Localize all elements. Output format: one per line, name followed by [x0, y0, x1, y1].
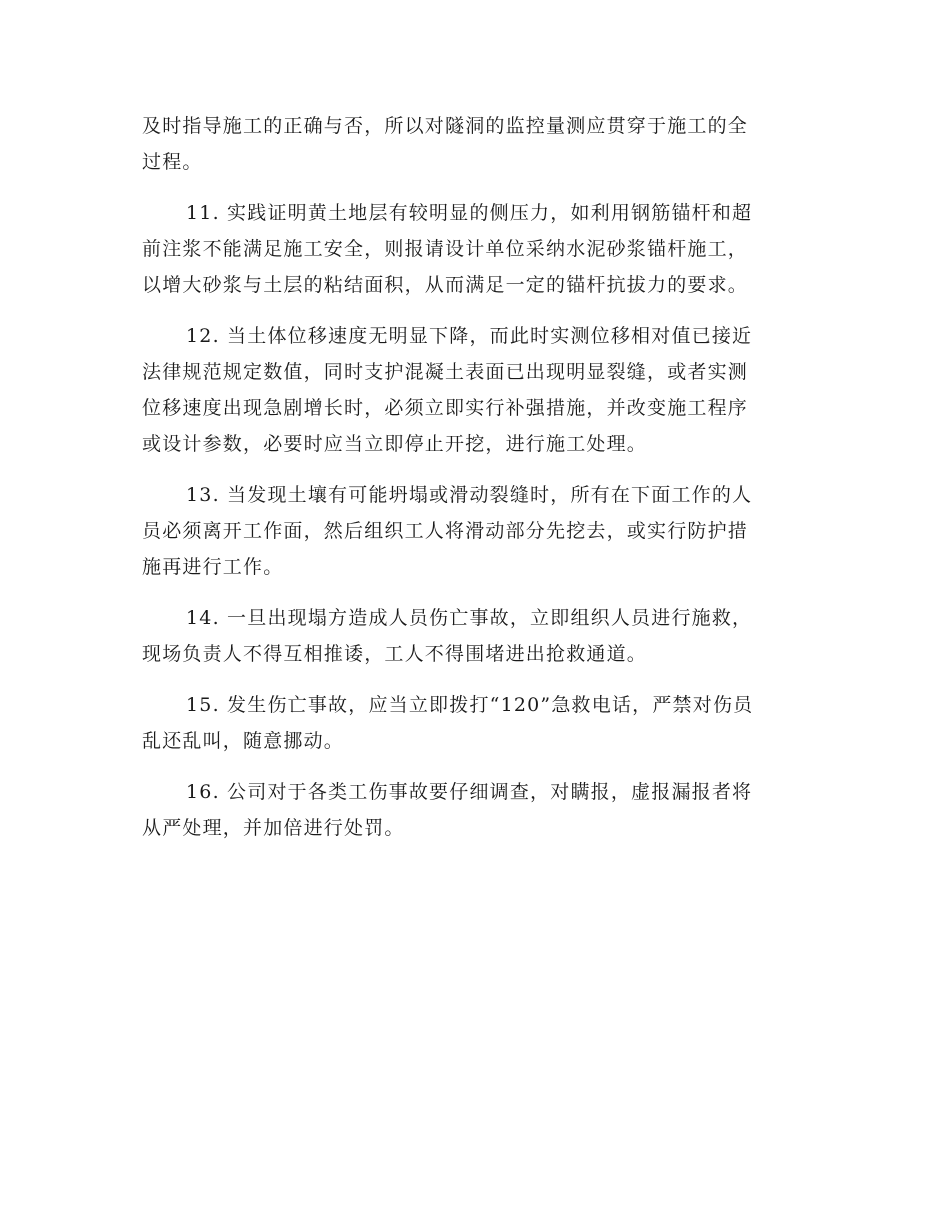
paragraph-continuation	[142, 108, 807, 180]
text-line: 乱还乱叫，随意挪动。	[142, 730, 345, 752]
text-line: 16. 公司对于各类工伤事故要仔细调查，对瞒报，虚报漏报者将	[186, 781, 753, 803]
paragraph-item-16	[142, 774, 807, 846]
text-line: 15. 发生伤亡事故，应当立即拨打“120”急救电话，严禁对伤员	[186, 694, 754, 716]
paragraph-item-13	[142, 477, 807, 585]
text-line: 前注浆不能满足施工安全，则报请设计单位采纳水泥砂浆锚杆施工，	[142, 238, 749, 260]
text-line: 法律规范规定数值，同时支护混凝土表面已出现明显裂缝，或者实测	[142, 361, 749, 383]
text-line: 12. 当土体位移速度无明显下降，而此时实测位移相对值已接近	[186, 325, 753, 347]
text-line: 14. 一旦出现塌方造成人员伤亡事故，立即组织人员进行施救，	[186, 607, 753, 629]
paragraph-item-14	[142, 600, 807, 672]
text-line: 从严处理，并加倍进行处罚。	[142, 817, 405, 839]
text-line: 施再进行工作。	[142, 556, 284, 578]
paragraph-item-11	[142, 195, 807, 303]
text-line: 现场负责人不得互相推诿，工人不得围堵进出抢救通道。	[142, 643, 648, 665]
text-line: 13. 当发现土壤有可能坍塌或滑动裂缝时，所有在下面工作的人	[186, 484, 753, 506]
text-line: 或设计参数，必要时应当立即停止开挖，进行施工处理。	[142, 433, 648, 455]
text-line: 位移速度出现急剧增长时，必须立即实行补强措施，并改变施工程序	[142, 397, 749, 419]
text-line: 以增大砂浆与土层的粘结面积，从而满足一定的锚杆抗拔力的要求。	[142, 274, 749, 296]
text-line: 及时指导施工的正确与否，所以对隧洞的监控量测应贯穿于施工的全	[142, 115, 749, 137]
text-line: 过程。	[142, 151, 203, 173]
paragraph-item-15	[142, 687, 807, 759]
text-line: 11. 实践证明黄土地层有较明显的侧压力，如利用钢筋锚杆和超	[186, 202, 753, 224]
document-body	[142, 108, 807, 861]
text-line: 员必须离开工作面，然后组织工人将滑动部分先挖去，或实行防护措	[142, 520, 749, 542]
paragraph-item-12	[142, 318, 807, 462]
